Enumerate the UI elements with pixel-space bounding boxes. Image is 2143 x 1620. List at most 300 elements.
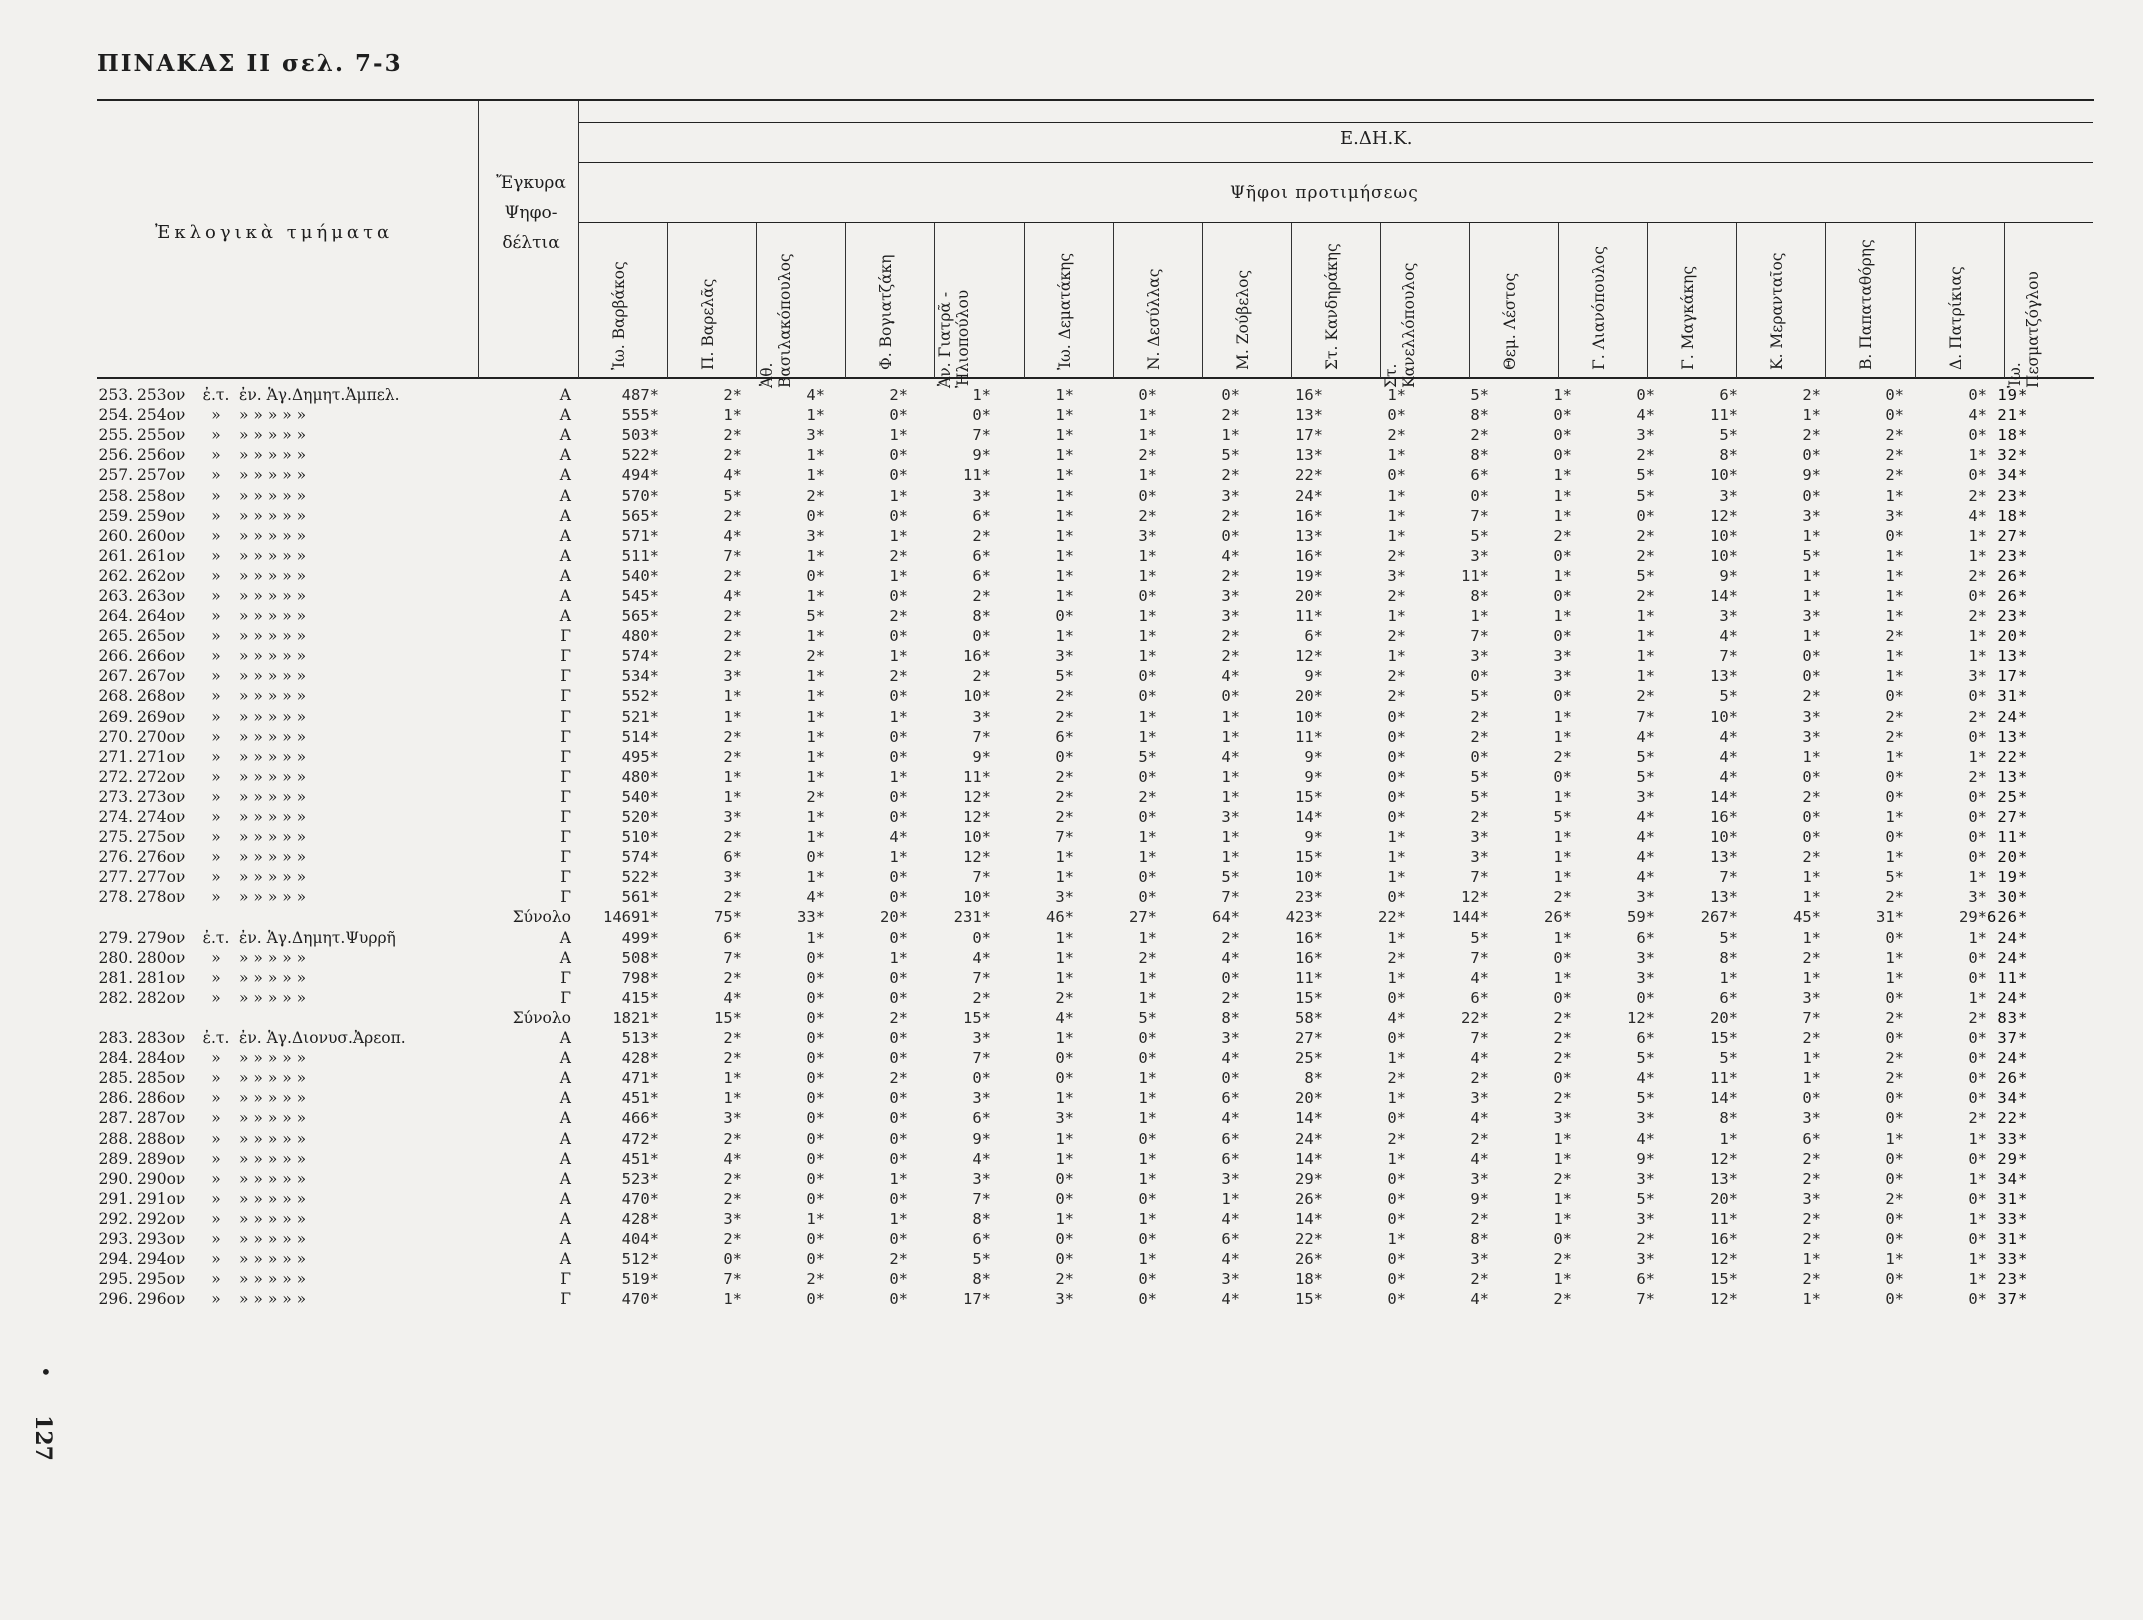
section-class: Α [559, 1209, 571, 1228]
preference-votes: 0* [1885, 406, 1904, 425]
preference-votes: 1* [1719, 1129, 1738, 1148]
preference-votes: 1* [723, 1089, 742, 1108]
preference-votes: 1* [806, 406, 825, 425]
preference-votes: 20* [1295, 687, 1323, 706]
preference-votes: 2* [1221, 406, 1240, 425]
row-number: 263. [98, 586, 133, 605]
preference-votes: 2* [1802, 1229, 1821, 1248]
preference-votes: 29* [1959, 908, 1987, 927]
preference-votes: 1* [1387, 868, 1406, 887]
preference-votes: 0* [889, 1109, 908, 1128]
preference-votes: 7* [972, 727, 991, 746]
preference-votes: 0* [1885, 787, 1904, 806]
section-ordinal: 296ον [137, 1290, 186, 1309]
valid-ballots: 521* [621, 707, 659, 726]
table-row [97, 606, 2028, 626]
candidate-divider [1825, 223, 1826, 378]
preference-votes: 1* [1802, 1049, 1821, 1068]
preference-votes: 0* [1138, 1189, 1157, 1208]
preference-votes: 0* [1636, 386, 1655, 405]
preference-votes: 1* [1138, 1149, 1157, 1168]
valid-ballots: 14691* [603, 908, 659, 927]
table-row [97, 1229, 2028, 1249]
preference-votes: 22* [1997, 1109, 2029, 1128]
preference-votes: 0* [1802, 767, 1821, 786]
preference-votes: 2* [1885, 707, 1904, 726]
preference-votes: 1* [806, 747, 825, 766]
preference-votes: 20* [1997, 848, 2029, 867]
candidate-name [1679, 266, 1697, 370]
preference-votes: 2* [889, 607, 908, 626]
preference-votes: 1* [889, 566, 908, 585]
preference-votes: 1* [1387, 1089, 1406, 1108]
section-location: » » » » » [239, 828, 307, 847]
preference-votes: 1* [1138, 566, 1157, 585]
preference-votes: 4* [723, 466, 742, 485]
preference-votes: 10* [963, 828, 991, 847]
preference-votes: 17* [1295, 426, 1323, 445]
preference-votes: 5* [1719, 928, 1738, 947]
preference-votes: 10* [1295, 868, 1323, 887]
preference-votes: 5* [1470, 687, 1489, 706]
preference-votes: 6* [972, 1229, 991, 1248]
preference-votes: 1* [1138, 1089, 1157, 1108]
preference-votes: 6* [1719, 988, 1738, 1007]
section-class: Α [559, 1069, 571, 1088]
preference-votes: 13* [1295, 446, 1323, 465]
preference-votes: 1* [1553, 607, 1572, 626]
section-type: » [211, 1229, 221, 1248]
preference-votes: 2* [1221, 647, 1240, 666]
preference-votes: 0* [1968, 1229, 1987, 1248]
section-ordinal: 295ον [137, 1270, 186, 1289]
preference-votes: 1* [1553, 707, 1572, 726]
preference-votes: 1* [1055, 586, 1074, 605]
section-type: » [211, 1069, 221, 1088]
preference-votes: 0* [1138, 1129, 1157, 1148]
preference-votes: 22* [1295, 466, 1323, 485]
valid-ballots: 472* [621, 1129, 659, 1148]
total-label: Σύνολο [512, 1008, 571, 1027]
preference-votes: 1* [723, 687, 742, 706]
preference-votes: 0* [1802, 647, 1821, 666]
row-number: 274. [98, 808, 133, 827]
preference-votes: 2* [1221, 566, 1240, 585]
table-row [97, 1108, 2028, 1128]
section-location: » » » » » [239, 607, 307, 626]
table-row [97, 707, 2028, 727]
preference-votes: 0* [1387, 466, 1406, 485]
preference-votes: 0* [889, 988, 908, 1007]
preference-votes: 3* [972, 1169, 991, 1188]
preference-votes: 0* [1055, 747, 1074, 766]
preference-votes: 2* [1802, 848, 1821, 867]
row-number: 276. [98, 848, 133, 867]
preference-votes: 7* [1470, 948, 1489, 967]
row-number: 294. [98, 1250, 133, 1269]
preference-votes: 12* [1710, 1250, 1738, 1269]
preference-votes: 7* [1636, 707, 1655, 726]
preference-votes: 7* [1719, 868, 1738, 887]
preference-votes: 3* [1636, 968, 1655, 987]
section-location: » » » » » [239, 1209, 307, 1228]
preference-votes: 24* [1997, 988, 2029, 1007]
preference-votes: 1* [1553, 466, 1572, 485]
preference-votes: 24* [1997, 948, 2029, 967]
preference-votes: 2* [1138, 446, 1157, 465]
section-location: » » » » » [239, 667, 307, 686]
preference-votes: 0* [1387, 988, 1406, 1007]
preference-votes: 3* [1055, 1109, 1074, 1128]
preference-votes: 0* [1885, 1169, 1904, 1188]
candidate-name [2006, 271, 2042, 388]
preference-votes: 1* [1387, 1229, 1406, 1248]
table-row [97, 1068, 2028, 1088]
section-class: Γ [560, 707, 571, 726]
preference-votes: 1* [1470, 607, 1489, 626]
preference-votes: 0* [889, 506, 908, 525]
preference-votes: 12* [1710, 506, 1738, 525]
preference-votes: 12* [963, 787, 991, 806]
preference-votes: 15* [1295, 1290, 1323, 1309]
preference-votes: 2* [889, 1069, 908, 1088]
preference-votes: 4* [1221, 1049, 1240, 1068]
preference-votes: 16* [1710, 808, 1738, 827]
candidate-name [758, 253, 794, 388]
section-class: Α [559, 526, 571, 545]
preference-votes: 0* [889, 1029, 908, 1048]
preference-votes: 0* [972, 928, 991, 947]
preference-votes: 11* [1295, 607, 1323, 626]
row-number: 288. [98, 1129, 133, 1148]
preference-votes: 0* [1968, 1049, 1987, 1068]
preference-votes: 0* [1802, 667, 1821, 686]
preference-votes: 0* [723, 1250, 742, 1269]
preference-votes: 3* [1470, 647, 1489, 666]
preference-votes: 1* [1802, 968, 1821, 987]
section-location: » » » » » [239, 546, 307, 565]
preference-votes: 1* [806, 808, 825, 827]
preference-votes: 0* [1968, 948, 1987, 967]
preference-votes: 13* [1710, 667, 1738, 686]
section-location: » » » » » [239, 1229, 307, 1248]
preference-votes: 1* [806, 707, 825, 726]
preference-votes: 4* [1221, 1109, 1240, 1128]
preference-votes: 6* [972, 546, 991, 565]
preference-votes: 1* [889, 647, 908, 666]
preference-votes: 1* [1138, 1069, 1157, 1088]
section-ordinal: 290ον [137, 1169, 186, 1188]
section-type: » [211, 446, 221, 465]
preference-votes: 0* [1387, 888, 1406, 907]
section-ordinal: 275ον [137, 828, 186, 847]
section-location: » » » » » [239, 647, 307, 666]
preference-votes: 2* [1138, 506, 1157, 525]
section-type: » [211, 1250, 221, 1269]
preference-votes: 5* [723, 486, 742, 505]
preference-votes: 0* [1968, 1290, 1987, 1309]
preference-votes: 31* [1997, 1189, 2029, 1208]
preference-votes: 0* [889, 928, 908, 947]
preference-votes: 5* [1719, 687, 1738, 706]
preference-votes: 1* [1138, 928, 1157, 947]
preference-votes: 3* [972, 707, 991, 726]
preference-votes: 1* [1055, 386, 1074, 405]
preference-votes: 10* [1710, 546, 1738, 565]
section-class: Γ [560, 848, 571, 867]
preference-votes: 0* [1968, 466, 1987, 485]
preference-votes: 4* [1221, 1209, 1240, 1228]
preference-votes: 1* [806, 586, 825, 605]
preference-votes: 1* [806, 546, 825, 565]
table-row [97, 1269, 2028, 1289]
preference-votes: 1* [1055, 928, 1074, 947]
preference-votes: 5* [1055, 667, 1074, 686]
row-number: 255. [98, 426, 133, 445]
row-number [97, 907, 137, 927]
candidate-name [1056, 253, 1074, 370]
preference-votes: 1* [1387, 526, 1406, 545]
preference-votes: 7* [1470, 627, 1489, 646]
section-ordinal: 288ον [137, 1129, 186, 1148]
preference-votes: 5* [1221, 868, 1240, 887]
preference-votes: 5* [1636, 1189, 1655, 1208]
preference-votes: 6* [1221, 1229, 1240, 1248]
preference-votes: 1* [806, 1209, 825, 1228]
row-number: 286. [98, 1089, 133, 1108]
preference-votes: 1* [1968, 1129, 1987, 1148]
row-number: 287. [98, 1109, 133, 1128]
preference-votes: 0* [1387, 1270, 1406, 1289]
section-class: Α [559, 546, 571, 565]
preference-votes: 0* [1553, 948, 1572, 967]
row-number: 279. [98, 928, 133, 947]
preference-votes: 34* [1997, 1089, 2029, 1108]
preference-votes: 1* [1802, 868, 1821, 887]
preference-votes: 1* [723, 707, 742, 726]
preference-votes: 1* [1553, 1189, 1572, 1208]
preference-votes: 4* [1470, 1049, 1489, 1068]
preference-votes: 3* [723, 808, 742, 827]
preference-votes: 7* [1470, 1029, 1489, 1048]
preference-votes: 1* [1885, 747, 1904, 766]
preference-votes: 1* [1138, 828, 1157, 847]
preference-votes: 0* [1387, 727, 1406, 746]
preference-votes: 7* [1470, 868, 1489, 887]
preference-votes: 6* [972, 1109, 991, 1128]
preference-votes: 1* [1553, 1129, 1572, 1148]
preference-votes: 1* [806, 727, 825, 746]
preference-votes: 9* [972, 446, 991, 465]
section-ordinal: 285ον [137, 1069, 186, 1088]
section-type: » [211, 888, 221, 907]
valid-ballots: 451* [621, 1089, 659, 1108]
preference-votes: 2* [1470, 1069, 1489, 1088]
preference-votes: 2* [1885, 426, 1904, 445]
row-number: 267. [98, 667, 133, 686]
preference-votes: 24* [1295, 486, 1323, 505]
preference-votes: 4* [723, 1149, 742, 1168]
preference-votes: 1* [889, 1209, 908, 1228]
preference-votes: 423* [1285, 908, 1323, 927]
preference-votes: 58* [1295, 1008, 1323, 1027]
preference-votes: 2* [1802, 1209, 1821, 1228]
preference-votes: 6* [1470, 466, 1489, 485]
preference-votes: 33* [797, 908, 825, 927]
preference-votes: 1* [1387, 386, 1406, 405]
preference-votes: 2* [1055, 808, 1074, 827]
preference-votes: 30* [1997, 888, 2029, 907]
preference-votes: 3* [1055, 1290, 1074, 1309]
valid-ballots: 520* [621, 808, 659, 827]
preference-votes: 3* [1221, 1029, 1240, 1048]
preference-votes: 1* [1387, 486, 1406, 505]
preference-votes: 1* [889, 486, 908, 505]
preference-votes: 0* [806, 1149, 825, 1168]
preference-votes: 1* [1387, 928, 1406, 947]
table-row [97, 546, 2028, 566]
section-type: » [211, 426, 221, 445]
preference-votes: 15* [714, 1008, 742, 1027]
preference-votes: 1* [1055, 426, 1074, 445]
section-class: Α [559, 1149, 571, 1168]
section-location: » » » » » [239, 627, 307, 646]
preference-votes: 17* [1997, 667, 2029, 686]
section-ordinal: 274ον [137, 808, 186, 827]
table-row [97, 1169, 2028, 1189]
preference-votes: 1* [1802, 928, 1821, 947]
preference-under-rule [578, 222, 2093, 223]
preference-votes: 7* [1719, 647, 1738, 666]
preference-votes: 0* [1885, 767, 1904, 786]
row-number: 265. [98, 627, 133, 646]
table-row [97, 948, 2028, 968]
section-ordinal: 289ον [137, 1149, 186, 1168]
section-location: » » » » » [239, 1109, 307, 1128]
preference-votes: 1* [1553, 787, 1572, 806]
section-class: Γ [560, 828, 571, 847]
table-row [97, 506, 2028, 526]
preference-votes: 0* [889, 1129, 908, 1148]
candidate-name [1382, 263, 1418, 388]
preference-votes: 11* [1461, 566, 1489, 585]
preference-votes: 0* [1968, 727, 1987, 746]
preference-votes: 2* [1221, 506, 1240, 525]
preference-votes: 1* [1055, 546, 1074, 565]
table-row [97, 686, 2028, 706]
preference-votes: 3* [1138, 526, 1157, 545]
preference-votes: 1* [1885, 948, 1904, 967]
preference-votes: 0* [1553, 546, 1572, 565]
preference-votes: 4* [889, 828, 908, 847]
preference-votes: 2* [1885, 1189, 1904, 1208]
section-class: Γ [560, 988, 571, 1007]
candidate-name-line: Ἰω. Βαρβάκος [610, 261, 628, 370]
preference-votes: 0* [1553, 586, 1572, 605]
preference-votes: 0* [1387, 1029, 1406, 1048]
section-ordinal: 255ον [137, 426, 186, 445]
preference-votes: 1* [1055, 446, 1074, 465]
row-number: 254. [98, 406, 133, 425]
section-location: » » » » » [239, 727, 307, 746]
preference-votes: 11* [1997, 828, 2029, 847]
row-number: 266. [98, 647, 133, 666]
preference-votes: 2* [1885, 466, 1904, 485]
preference-votes: 26* [1997, 566, 2029, 585]
preference-votes: 1* [1055, 868, 1074, 887]
preference-votes: 15* [1295, 848, 1323, 867]
preference-votes: 0* [1138, 808, 1157, 827]
preference-votes: 0* [1968, 1029, 1987, 1048]
preference-votes: 45* [1793, 908, 1821, 927]
preference-votes: 1* [1968, 546, 1987, 565]
preference-votes: 1* [1138, 727, 1157, 746]
valid-ballots: 574* [621, 647, 659, 666]
preference-votes: 3* [723, 1209, 742, 1228]
section-location: » » » » » [239, 446, 307, 465]
valid-ballots: 451* [621, 1149, 659, 1168]
table-row [97, 445, 2028, 465]
section-location: » » » » » [239, 1129, 307, 1148]
candidate-divider [1291, 223, 1292, 378]
total-row [97, 1008, 2028, 1028]
section-ordinal: 268ον [137, 687, 186, 706]
preference-votes: 9* [1719, 566, 1738, 585]
preference-votes: 5* [1636, 747, 1655, 766]
preference-votes: 2* [1968, 707, 1987, 726]
preference-votes: 2* [1387, 667, 1406, 686]
preference-votes: 25* [1997, 787, 2029, 806]
valid-ballots: 470* [621, 1189, 659, 1208]
preference-votes: 5* [1470, 787, 1489, 806]
preference-votes: 4* [1470, 968, 1489, 987]
preference-votes: 0* [889, 968, 908, 987]
preference-votes: 3* [1719, 486, 1738, 505]
preference-votes: 0* [1968, 968, 1987, 987]
candidate-divider [1558, 223, 1559, 378]
preference-votes: 1* [1387, 848, 1406, 867]
preference-votes: 0* [1387, 1250, 1406, 1269]
preference-votes: 1* [1221, 1189, 1240, 1208]
preference-votes: 0* [889, 1149, 908, 1168]
candidate-divider [667, 223, 668, 378]
preference-votes: 27* [1295, 1029, 1323, 1048]
preference-votes: 2* [723, 627, 742, 646]
preference-votes: 26* [1295, 1250, 1323, 1269]
valid-ballots: 565* [621, 506, 659, 525]
preference-votes: 2* [1470, 1209, 1489, 1228]
preference-votes: 2* [723, 888, 742, 907]
preference-votes: 29* [1295, 1169, 1323, 1188]
row-number: 275. [98, 828, 133, 847]
preference-votes: 1* [1221, 787, 1240, 806]
row-number: 295. [98, 1270, 133, 1289]
section-location: » » » » » [239, 1149, 307, 1168]
preference-votes: 5* [1553, 808, 1572, 827]
preference-votes: 3* [1719, 607, 1738, 626]
section-ordinal: 294ον [137, 1250, 186, 1269]
preference-votes: 2* [723, 1129, 742, 1148]
section-ordinal: 263ον [137, 586, 186, 605]
preference-votes: 2* [1553, 1250, 1572, 1269]
preference-votes: 1* [1885, 1129, 1904, 1148]
section-location: » » » » » [239, 988, 307, 1007]
section-ordinal: 272ον [137, 767, 186, 786]
preference-votes: 1* [1387, 647, 1406, 666]
preference-votes: 26* [1544, 908, 1572, 927]
preference-votes: 4* [1636, 808, 1655, 827]
preference-votes: 64* [1212, 908, 1240, 927]
